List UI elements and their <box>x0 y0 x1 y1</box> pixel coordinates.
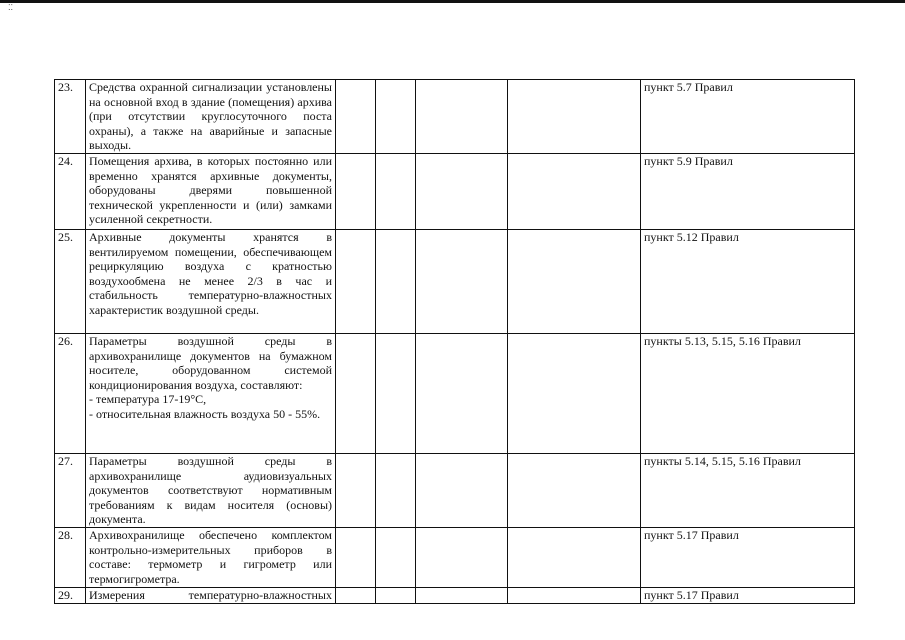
answer-cell-no <box>376 453 416 527</box>
table-row <box>55 587 855 603</box>
page-top-border <box>0 0 905 3</box>
legal-reference: пункт 5.9 Правил <box>641 153 855 229</box>
answer-cell-yes <box>336 153 376 229</box>
page-corner-marks: ⁚⁚ <box>8 3 14 12</box>
row-number: 28. <box>55 527 86 587</box>
legal-reference: пункт 5.17 Правил <box>641 527 855 587</box>
table-row <box>55 333 855 453</box>
answer-cell-yes <box>336 453 376 527</box>
requirement-humidity: - относительная влажность воздуха 50 - 55%. <box>89 406 321 421</box>
requirement-text: Параметры воздушной среды в архивохранилище аудиовизуальных документов соответствуют нормативным требованиям к видам носителя (основы) документа. <box>86 453 336 527</box>
answer-cell-no <box>376 587 416 603</box>
row-number: 27. <box>55 453 86 527</box>
comment-cell <box>508 333 641 453</box>
requirement-text: Измерения температурно-влажностных <box>86 587 336 603</box>
requirement-text: Помещения архива, в которых постоянно или временно хранятся архивные документы, оборудованы дверями повышенной технической укрепленности и (или) замками усиленной секретности. <box>86 153 336 229</box>
answer-cell-na <box>416 527 508 587</box>
answer-cell-no <box>376 229 416 333</box>
comment-cell <box>508 587 641 603</box>
answer-cell-na <box>416 229 508 333</box>
requirement-text: Архивохранилище обеспечено комплектом контрольно-измерительных приборов в составе: термометр и гигрометр или термогигрометра. <box>86 527 336 587</box>
comment-cell <box>508 453 641 527</box>
comment-cell <box>508 80 641 154</box>
legal-reference: пункт 5.17 Правил <box>641 587 855 603</box>
requirement-intro: Параметры воздушной среды в архивохранилище документов на бумажном носителе, оборудованном системой кондиционирования воздуха, составляют: <box>89 333 332 392</box>
comment-cell <box>508 527 641 587</box>
comment-cell <box>508 229 641 333</box>
answer-cell-yes <box>336 587 376 603</box>
answer-cell-na <box>416 80 508 154</box>
row-number: 24. <box>55 153 86 229</box>
table-row <box>55 153 855 229</box>
requirement-text <box>86 333 336 453</box>
answer-cell-na <box>416 153 508 229</box>
row-number: 29. <box>55 587 86 603</box>
answer-cell-no <box>376 333 416 453</box>
table-row <box>55 229 855 333</box>
comment-cell <box>508 153 641 229</box>
answer-cell-na <box>416 587 508 603</box>
legal-reference: пункт 5.12 Правил <box>641 229 855 333</box>
legal-reference: пункты 5.13, 5.15, 5.16 Правил <box>641 333 855 453</box>
legal-reference: пункты 5.14, 5.15, 5.16 Правил <box>641 453 855 527</box>
requirement-temperature: - температура 17-19°С, <box>89 392 207 407</box>
requirement-text: Средства охранной сигнализации установлены на основной вход в здание (помещения) архива (при отсутствии круглосуточного поста охраны), а также на аварийные и запасные выходы. <box>86 80 336 154</box>
checklist-table <box>54 79 855 604</box>
answer-cell-yes <box>336 229 376 333</box>
row-number: 25. <box>55 229 86 333</box>
answer-cell-yes <box>336 527 376 587</box>
row-number: 23. <box>55 80 86 154</box>
table-row <box>55 527 855 587</box>
table-row <box>55 453 855 527</box>
table-row <box>55 80 855 154</box>
answer-cell-na <box>416 453 508 527</box>
requirement-text: Архивные документы хранятся в вентилируемом помещении, обеспечивающем рециркуляцию воздуха с кратностью воздухообмена не менее 2/3 в час и стабильность температурно-влажностных характеристик воздушной среды. <box>86 229 336 333</box>
row-number: 26. <box>55 333 86 453</box>
answer-cell-yes <box>336 80 376 154</box>
answer-cell-yes <box>336 333 376 453</box>
answer-cell-no <box>376 153 416 229</box>
legal-reference: пункт 5.7 Правил <box>641 80 855 154</box>
answer-cell-no <box>376 527 416 587</box>
answer-cell-na <box>416 333 508 453</box>
answer-cell-no <box>376 80 416 154</box>
